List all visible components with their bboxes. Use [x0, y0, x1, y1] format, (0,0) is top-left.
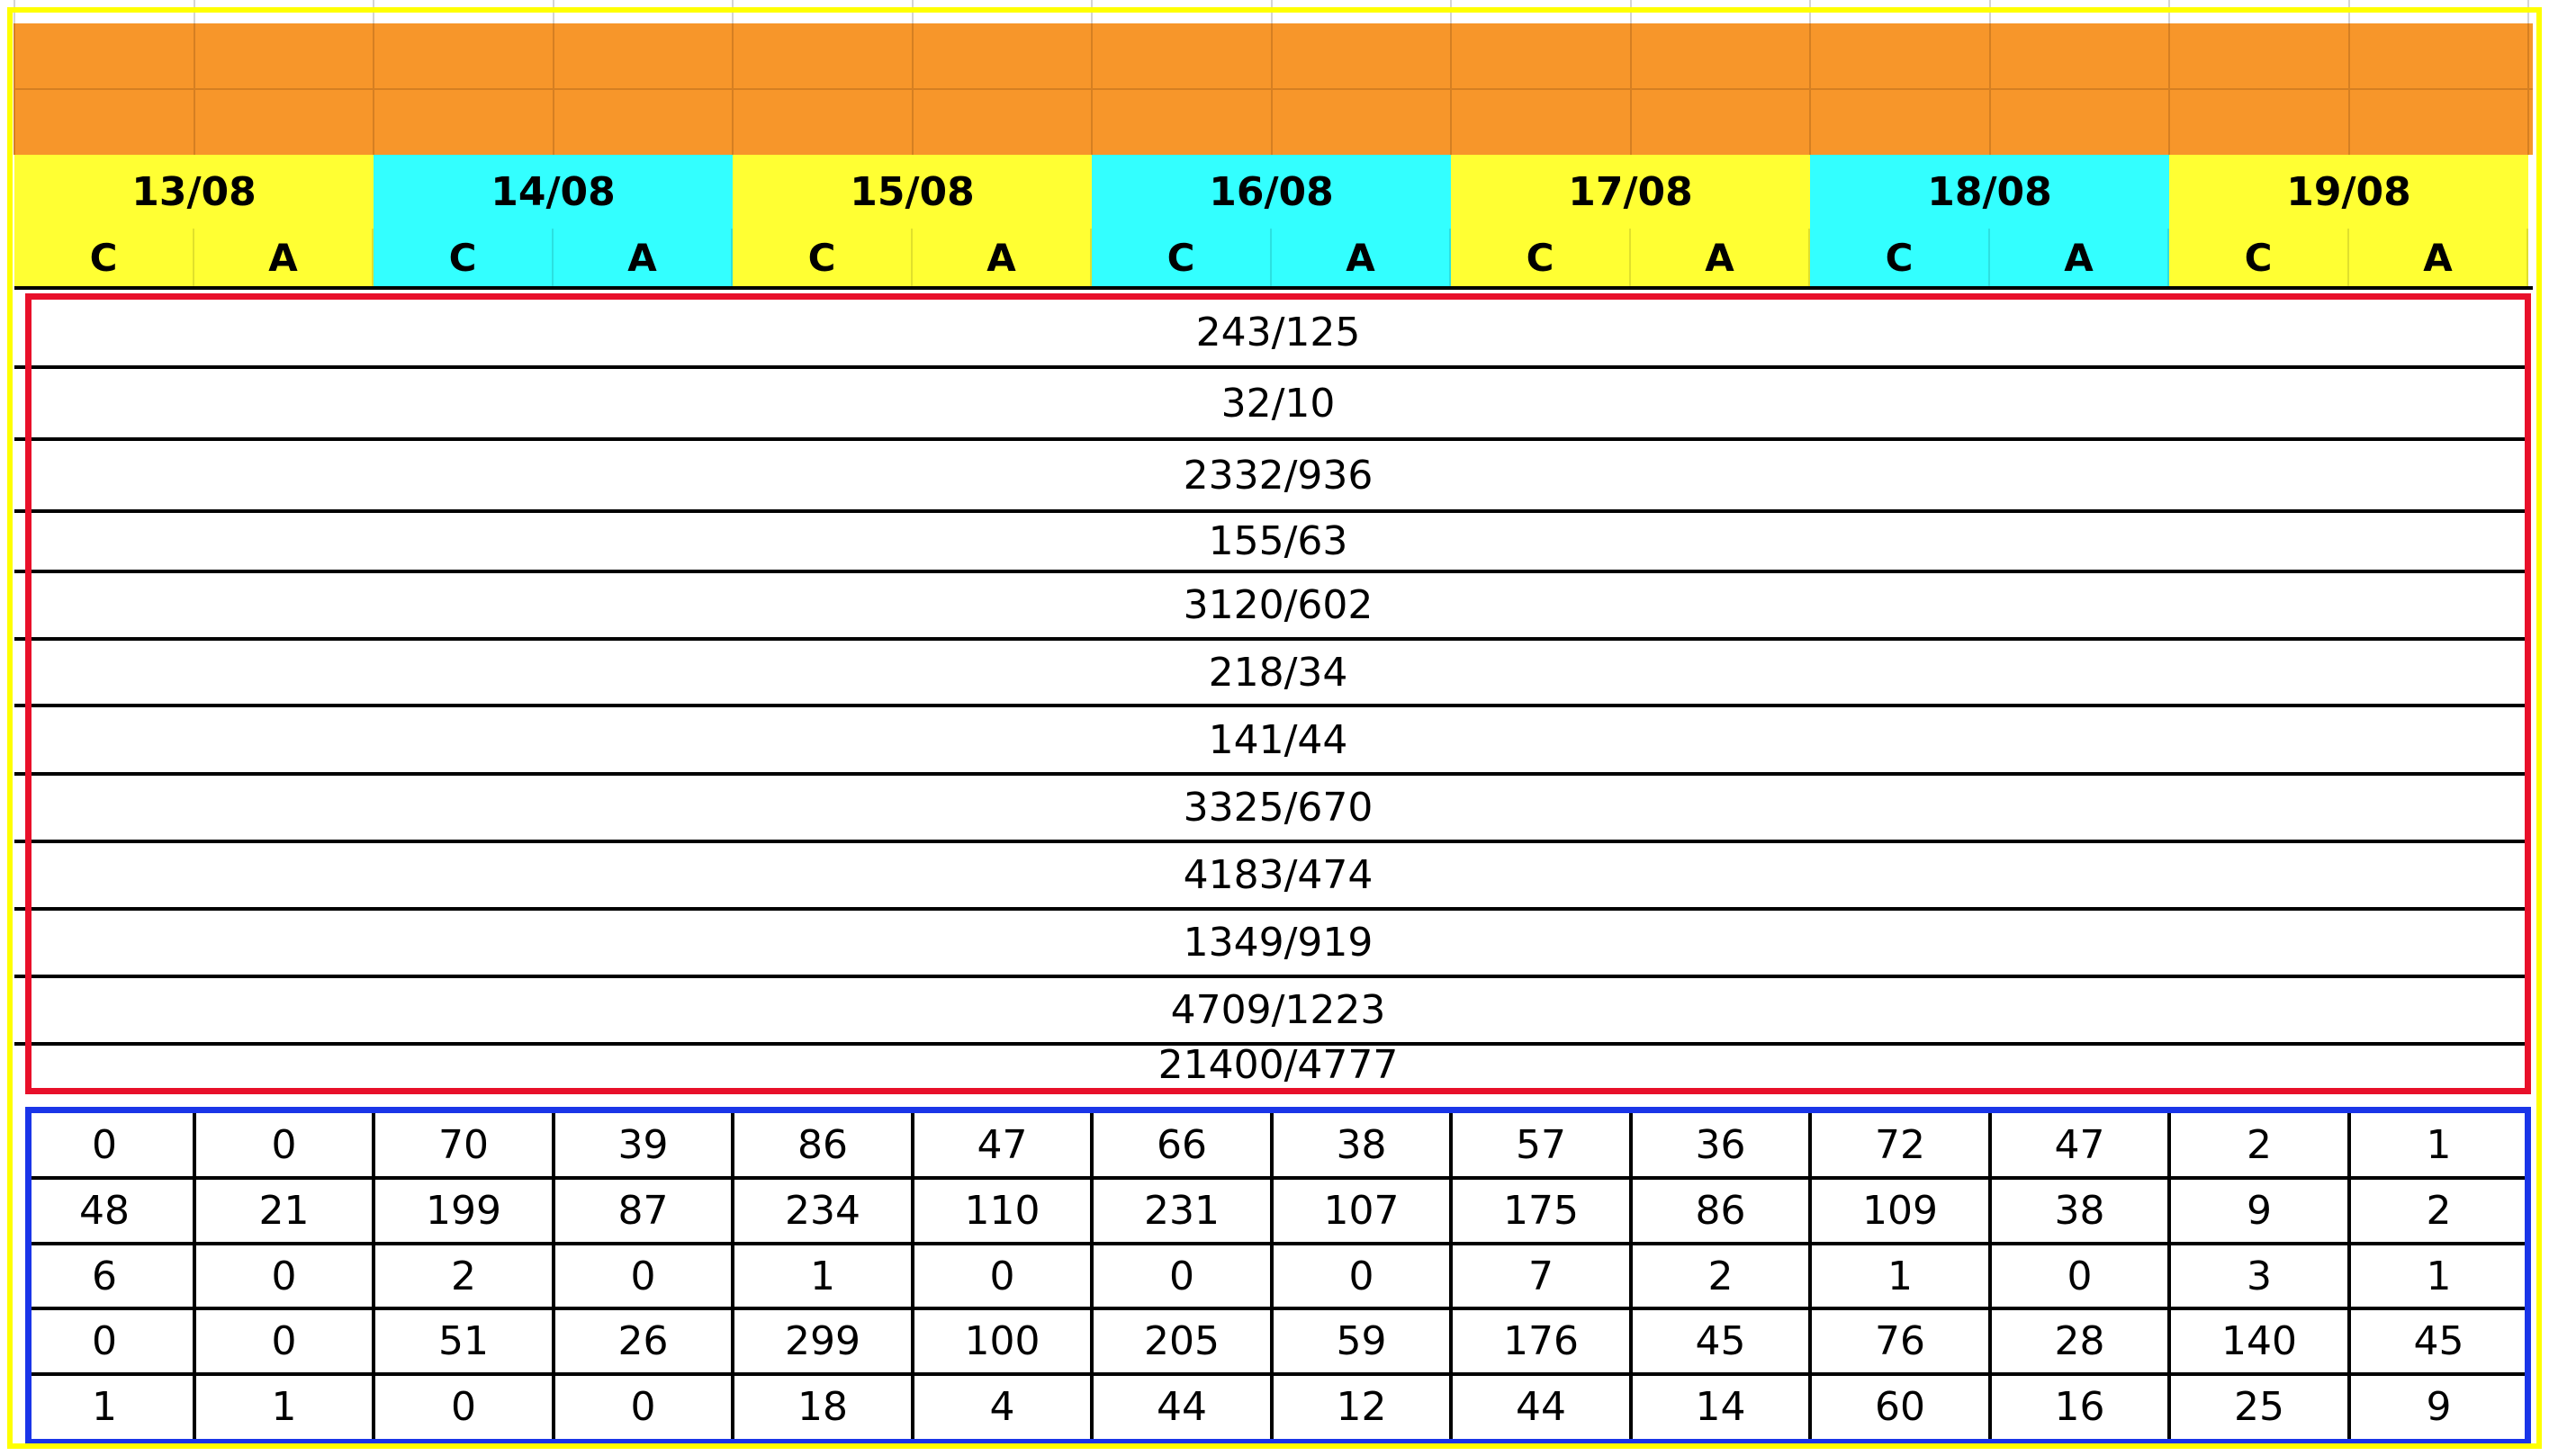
table-cell[interactable]: 66 [1157, 1122, 1207, 1168]
table-cell[interactable]: 28 [2054, 1318, 2105, 1364]
gridline [14, 88, 2533, 90]
table-cell[interactable]: 1 [810, 1254, 835, 1299]
merged-total-cell[interactable]: 4183/474 [27, 843, 2529, 911]
table-cell[interactable]: 205 [1144, 1318, 1220, 1364]
merged-total-cell[interactable]: 3120/602 [27, 573, 2529, 641]
gridline [373, 0, 374, 23]
table-cell[interactable]: 1 [92, 1384, 117, 1430]
table-cell[interactable]: 1 [271, 1384, 297, 1430]
gridline-tick [14, 365, 27, 369]
table-cell[interactable]: 0 [271, 1318, 297, 1364]
table-cell[interactable]: 72 [1875, 1122, 1925, 1168]
date-header-cell[interactable]: 16/08 [1092, 155, 1451, 229]
gridline [732, 0, 734, 23]
table-cell[interactable]: 60 [1875, 1384, 1925, 1430]
gridline [1808, 1112, 1812, 1440]
table-cell[interactable]: 38 [1336, 1122, 1387, 1168]
table-cell[interactable]: 87 [617, 1188, 669, 1234]
merged-total-cell[interactable]: 2332/936 [27, 441, 2529, 513]
gridline-tick [14, 637, 27, 641]
table-cell[interactable]: 26 [617, 1318, 669, 1364]
gridline [31, 1307, 2526, 1310]
table-cell[interactable]: 100 [964, 1318, 1040, 1364]
column-header-c[interactable]: C [14, 229, 194, 286]
date-header-cell[interactable]: 15/08 [733, 155, 1092, 229]
table-cell[interactable]: 231 [1144, 1188, 1220, 1234]
column-header-a[interactable]: A [194, 229, 374, 286]
gridline-tick [14, 840, 27, 843]
table-cell[interactable]: 0 [989, 1254, 1015, 1299]
table-cell[interactable]: 234 [785, 1188, 860, 1234]
table-cell[interactable]: 4 [989, 1384, 1015, 1430]
column-header-c[interactable]: C [2169, 229, 2349, 286]
table-cell[interactable]: 0 [2067, 1254, 2093, 1299]
table-cell[interactable]: 0 [451, 1384, 476, 1430]
header-divider [14, 286, 2533, 290]
gridline [31, 1242, 2526, 1245]
gridline [194, 23, 195, 155]
merged-total-cell[interactable]: 4709/1223 [27, 978, 2529, 1046]
gridline [912, 23, 914, 155]
gridline [1271, 0, 1273, 23]
gridline [911, 1112, 914, 1440]
table-cell[interactable]: 0 [271, 1254, 297, 1299]
gridline-tick [14, 704, 27, 707]
gridline [2348, 23, 2350, 155]
column-header-a[interactable]: A [2349, 229, 2528, 286]
gridline [1270, 1112, 1274, 1440]
merged-total-cell[interactable]: 243/125 [27, 300, 2529, 369]
table-cell[interactable]: 140 [2221, 1318, 2297, 1364]
gridline [2348, 0, 2350, 23]
table-cell[interactable]: 9 [2426, 1384, 2452, 1430]
column-header-a[interactable]: A [913, 229, 1092, 286]
table-cell[interactable]: 2 [2426, 1188, 2452, 1234]
merged-total-cell[interactable]: 3325/670 [27, 776, 2529, 843]
gridline-tick [14, 570, 27, 573]
gridline [2167, 1112, 2171, 1440]
gridline-tick [14, 1042, 27, 1046]
table-cell[interactable]: 107 [1323, 1188, 1400, 1234]
gridline [1090, 1112, 1094, 1440]
table-cell[interactable]: 45 [1695, 1318, 1746, 1364]
table-cell[interactable]: 59 [1336, 1318, 1387, 1364]
gridline [1629, 1112, 1633, 1440]
date-header-cell[interactable]: 18/08 [1810, 155, 2169, 229]
table-cell[interactable]: 9 [2247, 1188, 2272, 1234]
gridline [14, 0, 15, 23]
table-cell[interactable]: 3 [2247, 1254, 2272, 1299]
date-header-cell[interactable]: 19/08 [2169, 155, 2528, 229]
table-cell[interactable]: 0 [630, 1384, 656, 1430]
table-cell[interactable]: 109 [1862, 1188, 1938, 1234]
table-cell[interactable]: 47 [977, 1122, 1028, 1168]
table-cell[interactable]: 38 [2054, 1188, 2105, 1234]
table-cell[interactable]: 70 [438, 1122, 489, 1168]
table-cell[interactable]: 6 [92, 1254, 117, 1299]
gridline [1989, 23, 1991, 155]
table-cell[interactable]: 176 [1503, 1318, 1579, 1364]
table-cell[interactable]: 12 [1336, 1384, 1387, 1430]
gridline [2527, 0, 2529, 23]
gridline [731, 1112, 734, 1440]
gridline [193, 1112, 196, 1440]
gridline [1091, 23, 1093, 155]
gridline [14, 23, 15, 155]
table-cell[interactable]: 110 [964, 1188, 1040, 1234]
gridline [912, 0, 914, 23]
gridline [552, 1112, 555, 1440]
table-cell[interactable]: 2 [2247, 1122, 2272, 1168]
column-header-a[interactable]: A [1990, 229, 2169, 286]
table-cell[interactable]: 299 [785, 1318, 860, 1364]
table-cell[interactable]: 86 [797, 1122, 848, 1168]
gridline [1809, 23, 1811, 155]
gridline [553, 0, 554, 23]
table-cell[interactable]: 0 [630, 1254, 656, 1299]
merged-total-cell[interactable]: 21400/4777 [1157, 1046, 1399, 1088]
column-header-c[interactable]: C [374, 229, 554, 286]
merged-total-cell[interactable]: 155/63 [27, 513, 2529, 573]
column-header-a[interactable]: A [554, 229, 733, 286]
table-cell[interactable]: 36 [1695, 1122, 1746, 1168]
gridline [1271, 23, 1273, 155]
table-cell[interactable]: 18 [797, 1384, 848, 1430]
table-cell[interactable]: 45 [2413, 1318, 2464, 1364]
column-header-c[interactable]: C [1810, 229, 1990, 286]
table-cell[interactable]: 1 [1887, 1254, 1913, 1299]
gridline [1630, 23, 1632, 155]
gridline [1809, 0, 1811, 23]
gridline [372, 1112, 375, 1440]
gridline [194, 0, 195, 23]
gridline-tick [14, 907, 27, 911]
table-cell[interactable]: 2 [1707, 1254, 1734, 1299]
gridline [2527, 23, 2529, 155]
gridline [1988, 1112, 1992, 1440]
gridline [2347, 1112, 2351, 1440]
table-cell[interactable]: 7 [1528, 1254, 1554, 1299]
gridline [2168, 0, 2170, 23]
column-header-c[interactable]: C [733, 229, 913, 286]
gridline-tick [14, 772, 27, 776]
date-header-cell[interactable]: 17/08 [1451, 155, 1810, 229]
table-cell[interactable]: 51 [438, 1318, 489, 1364]
table-cell[interactable]: 1 [2426, 1254, 2452, 1299]
gridline [1091, 0, 1093, 23]
table-cell[interactable]: 0 [1348, 1254, 1374, 1299]
column-header-c[interactable]: C [1092, 229, 1272, 286]
column-header-a[interactable]: A [1631, 229, 1810, 286]
merged-total-cell[interactable]: 218/34 [27, 641, 2529, 707]
table-cell[interactable]: 0 [1169, 1254, 1194, 1299]
table-cell[interactable]: 21 [258, 1188, 310, 1234]
table-cell[interactable]: 14 [1695, 1384, 1746, 1430]
table-cell[interactable]: 48 [79, 1188, 130, 1234]
merged-total-cell[interactable]: 141/44 [27, 707, 2529, 776]
gridline [1450, 0, 1452, 23]
gridline [1989, 0, 1991, 23]
gridline [2168, 23, 2170, 155]
table-cell[interactable]: 1 [2426, 1122, 2452, 1168]
table-cell[interactable]: 0 [92, 1122, 117, 1168]
table-cell[interactable]: 175 [1503, 1188, 1579, 1234]
date-header-cell[interactable]: 14/08 [374, 155, 733, 229]
table-cell[interactable]: 57 [1516, 1122, 1566, 1168]
gridline [1449, 1112, 1453, 1440]
merged-total-cell[interactable]: 32/10 [27, 369, 2529, 441]
table-cell[interactable]: 47 [2054, 1122, 2105, 1168]
gridline [31, 1372, 2526, 1376]
column-header-a[interactable]: A [1272, 229, 1451, 286]
table-cell[interactable]: 199 [426, 1188, 501, 1234]
gridline-tick [14, 975, 27, 978]
table-cell[interactable]: 39 [617, 1122, 669, 1168]
merged-total-cell[interactable]: 1349/919 [27, 911, 2529, 978]
table-cell[interactable]: 86 [1695, 1188, 1746, 1234]
date-header-cell[interactable]: 13/08 [14, 155, 374, 229]
column-header-c[interactable]: C [1451, 229, 1631, 286]
table-cell[interactable]: 25 [2234, 1384, 2284, 1430]
gridline [553, 23, 554, 155]
table-cell[interactable]: 0 [271, 1122, 297, 1168]
gridline [732, 23, 734, 155]
gridline [31, 1176, 2526, 1180]
gridline [1630, 0, 1632, 23]
gridline-tick [14, 509, 27, 513]
table-cell[interactable]: 0 [92, 1318, 117, 1364]
table-cell[interactable]: 16 [2054, 1384, 2105, 1430]
table-cell[interactable]: 44 [1516, 1384, 1566, 1430]
table-cell[interactable]: 44 [1157, 1384, 1207, 1430]
table-cell[interactable]: 2 [451, 1254, 476, 1299]
gridline [1450, 23, 1452, 155]
table-cell[interactable]: 76 [1875, 1318, 1925, 1364]
gridline-tick [14, 437, 27, 441]
gridline [373, 23, 374, 155]
